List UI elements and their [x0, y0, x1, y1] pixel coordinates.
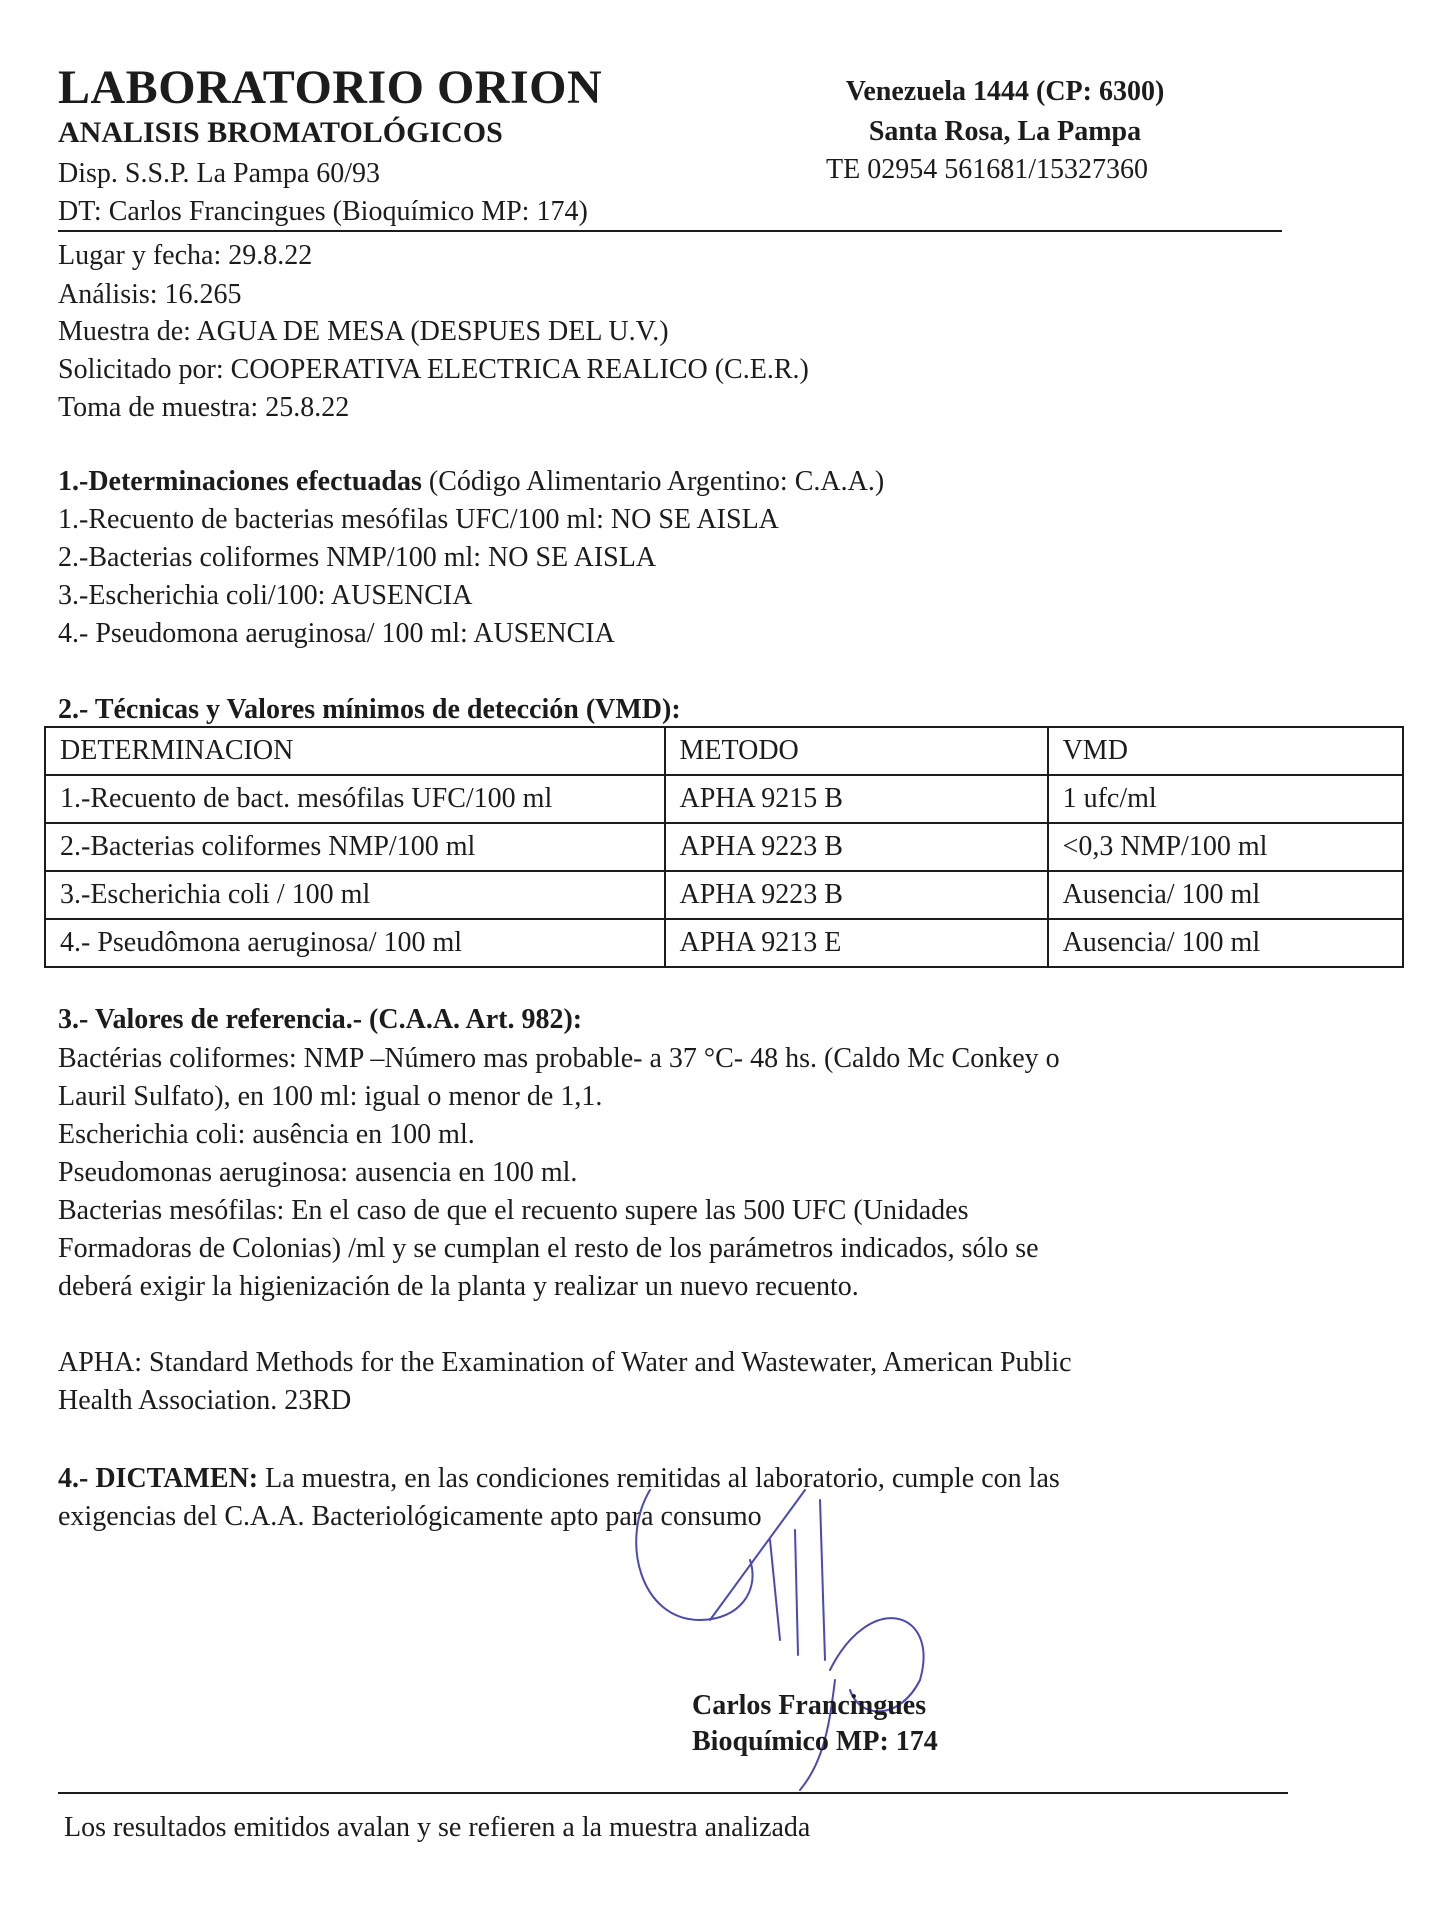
- reference-line: Escherichia coli: ausência en 100 ml.: [58, 1119, 475, 1150]
- section-1-title: [58, 466, 884, 498]
- sample-type: Muestra de: AGUA DE MESA (DESPUES DEL U.V.): [58, 316, 669, 347]
- phone: TE 02954 561681/15327360: [826, 154, 1148, 185]
- table-cell: APHA 9213 E: [665, 919, 1048, 967]
- sampling-date: Toma de muestra: 25.8.22: [58, 392, 350, 423]
- result-item: 2.-Bacterias coliformes NMP/100 ml: NO SE AISLA: [58, 542, 657, 573]
- table-cell: APHA 9223 B: [665, 871, 1048, 919]
- result-item: 4.- Pseudomona aeruginosa/ 100 ml: AUSENCIA: [58, 618, 615, 649]
- table-cell: <0,3 NMP/100 ml: [1048, 823, 1403, 871]
- reference-line: Pseudomonas aeruginosa: ausencia en 100 ml.: [58, 1157, 578, 1188]
- table-row: [45, 823, 1403, 871]
- table-cell: Ausencia/ 100 ml: [1048, 919, 1403, 967]
- reference-line: deberá exigir la higienización de la planta y realizar un nuevo recuento.: [58, 1271, 859, 1302]
- table-header-cell: METODO: [665, 727, 1048, 775]
- table-cell: APHA 9223 B: [665, 823, 1048, 871]
- table-row: [45, 919, 1403, 967]
- table-header-cell: VMD: [1048, 727, 1403, 775]
- table-cell: Ausencia/ 100 ml: [1048, 871, 1403, 919]
- table-cell: 1.-Recuento de bact. mesófilas UFC/100 ml: [45, 775, 665, 823]
- verdict-title: 4.- DICTAMEN:: [58, 1463, 259, 1494]
- requested-by: Solicitado por: COOPERATIVA ELECTRICA REALICO (C.E.R.): [58, 354, 809, 385]
- address-line-2: Santa Rosa, La Pampa: [868, 116, 1142, 147]
- technical-director: DT: Carlos Francingues (Bioquímico MP: 174): [58, 196, 588, 227]
- reference-line: Lauril Sulfato), en 100 ml: igual o menor de 1,1.: [58, 1081, 603, 1112]
- lab-name: LABORATORIO ORION: [58, 61, 603, 114]
- handwritten-signature: [620, 1470, 960, 1810]
- table-cell: 3.-Escherichia coli / 100 ml: [45, 871, 665, 919]
- section-2-title: 2.- Técnicas y Valores mínimos de detección (VMD):: [58, 694, 681, 725]
- footer-disclaimer: Los resultados emitidos avalan y se refieren a la muestra analizada: [64, 1812, 811, 1843]
- table-cell: APHA 9215 B: [665, 775, 1048, 823]
- result-item: 3.-Escherichia coli/100: AUSENCIA: [58, 580, 473, 611]
- reference-line: Formadoras de Colonias) /ml y se cumplan el resto de los parámetros indicados, sólo se: [58, 1233, 1039, 1264]
- verdict-line-2: exigencias del C.A.A. Bacteriológicamente apto para consumo: [58, 1501, 762, 1532]
- reference-line: Bacterias mesófilas: En el caso de que el recuento supere las 500 UFC (Unidades: [58, 1195, 969, 1226]
- table-header-row: [45, 727, 1403, 775]
- section-1-title-bold: 1.-Determinaciones efectuadas: [58, 466, 422, 497]
- table-cell: 2.-Bacterias coliformes NMP/100 ml: [45, 823, 665, 871]
- table-row: [45, 871, 1403, 919]
- table-cell: 1 ufc/ml: [1048, 775, 1403, 823]
- table-cell: 4.- Pseudômona aeruginosa/ 100 ml: [45, 919, 665, 967]
- reference-line: Bactérias coliformes: NMP –Número mas probable- a 37 °C- 48 hs. (Caldo Mc Conkey o: [58, 1043, 1060, 1074]
- apha-line: Health Association. 23RD: [58, 1385, 352, 1416]
- lab-subtitle: ANALISIS BROMATOLÓGICOS: [58, 116, 503, 149]
- analysis-number: Análisis: 16.265: [58, 279, 242, 310]
- verdict-text: La muestra, en las condiciones remitidas al laboratorio, cumple con las: [258, 1463, 1060, 1494]
- reference-values: [58, 1040, 1258, 1306]
- section-1-title-rest: (Código Alimentario Argentino: C.A.A.): [421, 466, 885, 497]
- signatory-name: Carlos Francingues: [692, 1690, 927, 1721]
- address-line-1: Venezuela 1444 (CP: 6300): [845, 76, 1165, 107]
- techniques-table: [44, 726, 1404, 968]
- apha-note: [58, 1344, 1258, 1420]
- section-3-title: 3.- Valores de referencia.- (C.A.A. Art. 982):: [58, 1004, 583, 1035]
- table-header-cell: DETERMINACION: [45, 727, 665, 775]
- footer-rule: [58, 1792, 1288, 1794]
- apha-line: APHA: Standard Methods for the Examination of Water and Wastewater, American Public: [58, 1347, 1072, 1378]
- table-row: [45, 775, 1403, 823]
- header-rule: [58, 230, 1282, 232]
- disposition: Disp. S.S.P. La Pampa 60/93: [58, 158, 381, 189]
- place-date: Lugar y fecha: 29.8.22: [58, 240, 313, 271]
- result-item: 1.-Recuento de bacterias mesófilas UFC/100 ml: NO SE AISLA: [58, 504, 779, 535]
- signatory-title: Bioquímico MP: 174: [692, 1726, 938, 1757]
